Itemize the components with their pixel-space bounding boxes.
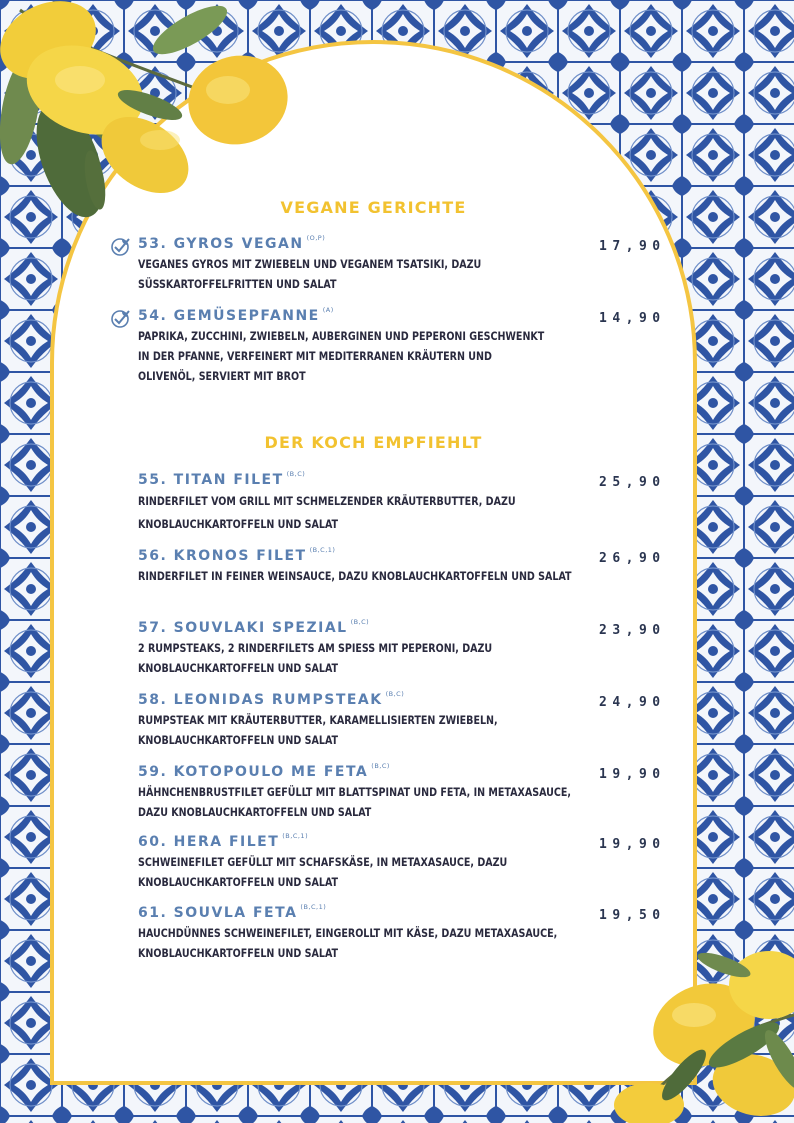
menu-item-description: RINDERFILET IN FEINER WEINSAUCE, DAZU KNOBLAUCHKARTOFFELN UND SALAT [138,569,572,583]
menu-item-name: 61. SOUVLA FETA $^{(B,C,1)}$ [138,903,327,921]
vegan-leaf-check-icon [109,308,131,330]
menu-item-name: 53. GYROS VEGAN $^{(O,P)}$ [138,234,326,252]
menu-item-description: SCHWEINEFILET GEFÜLLT MIT SCHAFSKÄSE, IN METAXASAUCE, DAZU KNOBLAUCHKARTOFFELN UND SALAT [138,855,508,889]
section-title-vegane-gerichte: VEGANE GERICHTE [280,198,467,217]
menu-item-name: 60. HERA FILET $^{(B,C,1)}$ [138,832,309,850]
menu-item-price: 19,50 [599,908,666,923]
lemon-branch-bottom-right [594,945,794,1123]
menu-item-description: HAUCHDÜNNES SCHWEINEFILET, EINGEROLLT MIT KÄSE, DAZU METAXASAUCE, KNOBLAUCHKARTOFFELN UND SALAT [138,926,558,960]
vegan-leaf-check-icon [109,236,131,258]
menu-item-name: 56. KRONOS FILET $^{(B,C,1)}$ [138,546,336,564]
menu-item-description: HÄHNCHENBRUSTFILET GEFÜLLT MIT BLATTSPINAT UND FETA, IN METAXASAUCE, DAZU KNOBLAUCHKARTOFFELN UND SALAT [138,785,571,819]
menu-item-name: 57. SOUVLAKI SPEZIAL $^{(B,C)}$ [138,618,370,636]
menu-item-price: 23,90 [599,623,666,638]
menu-item-price: 19,90 [599,837,666,852]
menu-item-description: VEGANES GYROS MIT ZWIEBELN UND VEGANEM TSATSIKI, DAZU SÜSSKARTOFFELFRITTEN UND SALAT [138,257,482,291]
menu-item-price: 25,90 [599,475,666,490]
menu-item-price: 26,90 [599,551,666,566]
section-title-der-koch-empfiehlt: DER KOCH EMPFIEHLT [264,433,483,452]
menu-item-price: 17,90 [599,239,666,254]
menu-item-description: RINDERFILET VOM GRILL MIT SCHMELZENDER KRÄUTERBUTTER, DAZU KNOBLAUCHKARTOFFELN UND SALAT [138,494,516,531]
menu-item-name: 58. LEONIDAS RUMPSTEAK $^{(B,C)}$ [138,690,405,708]
menu-item-description: RUMPSTEAK MIT KRÄUTERBUTTER, KARAMELLISIERTEN ZWIEBELN, KNOBLAUCHKARTOFFELN UND SALAT [138,713,498,747]
menu-item-price: 14,90 [599,311,666,326]
menu-item-description: 2 RUMPSTEAKS, 2 RINDERFILETS AM SPIESS MIT PEPERONI, DAZU KNOBLAUCHKARTOFFELN UND SALAT [138,641,493,675]
menu-item-name: 54. GEMÜSEPFANNE $^{(A)}$ [138,306,334,324]
menu-item-name: 55. TITAN FILET $^{(B,C)}$ [138,470,306,488]
menu-item-description: PAPRIKA, ZUCCHINI, ZWIEBELN, AUBERGINEN UND PEPERONI GESCHWENKT IN DER PFANNE, VERFEINERT MIT MEDITERRANEN KRÄUTERN UND OLIVENÖL, SERVIERT MIT BROT [138,329,545,383]
menu-item-name: 59. KOTOPOULO ME FETA $^{(B,C)}$ [138,762,390,780]
menu-item-price: 24,90 [599,695,666,710]
menu-item-price: 19,90 [599,767,666,782]
